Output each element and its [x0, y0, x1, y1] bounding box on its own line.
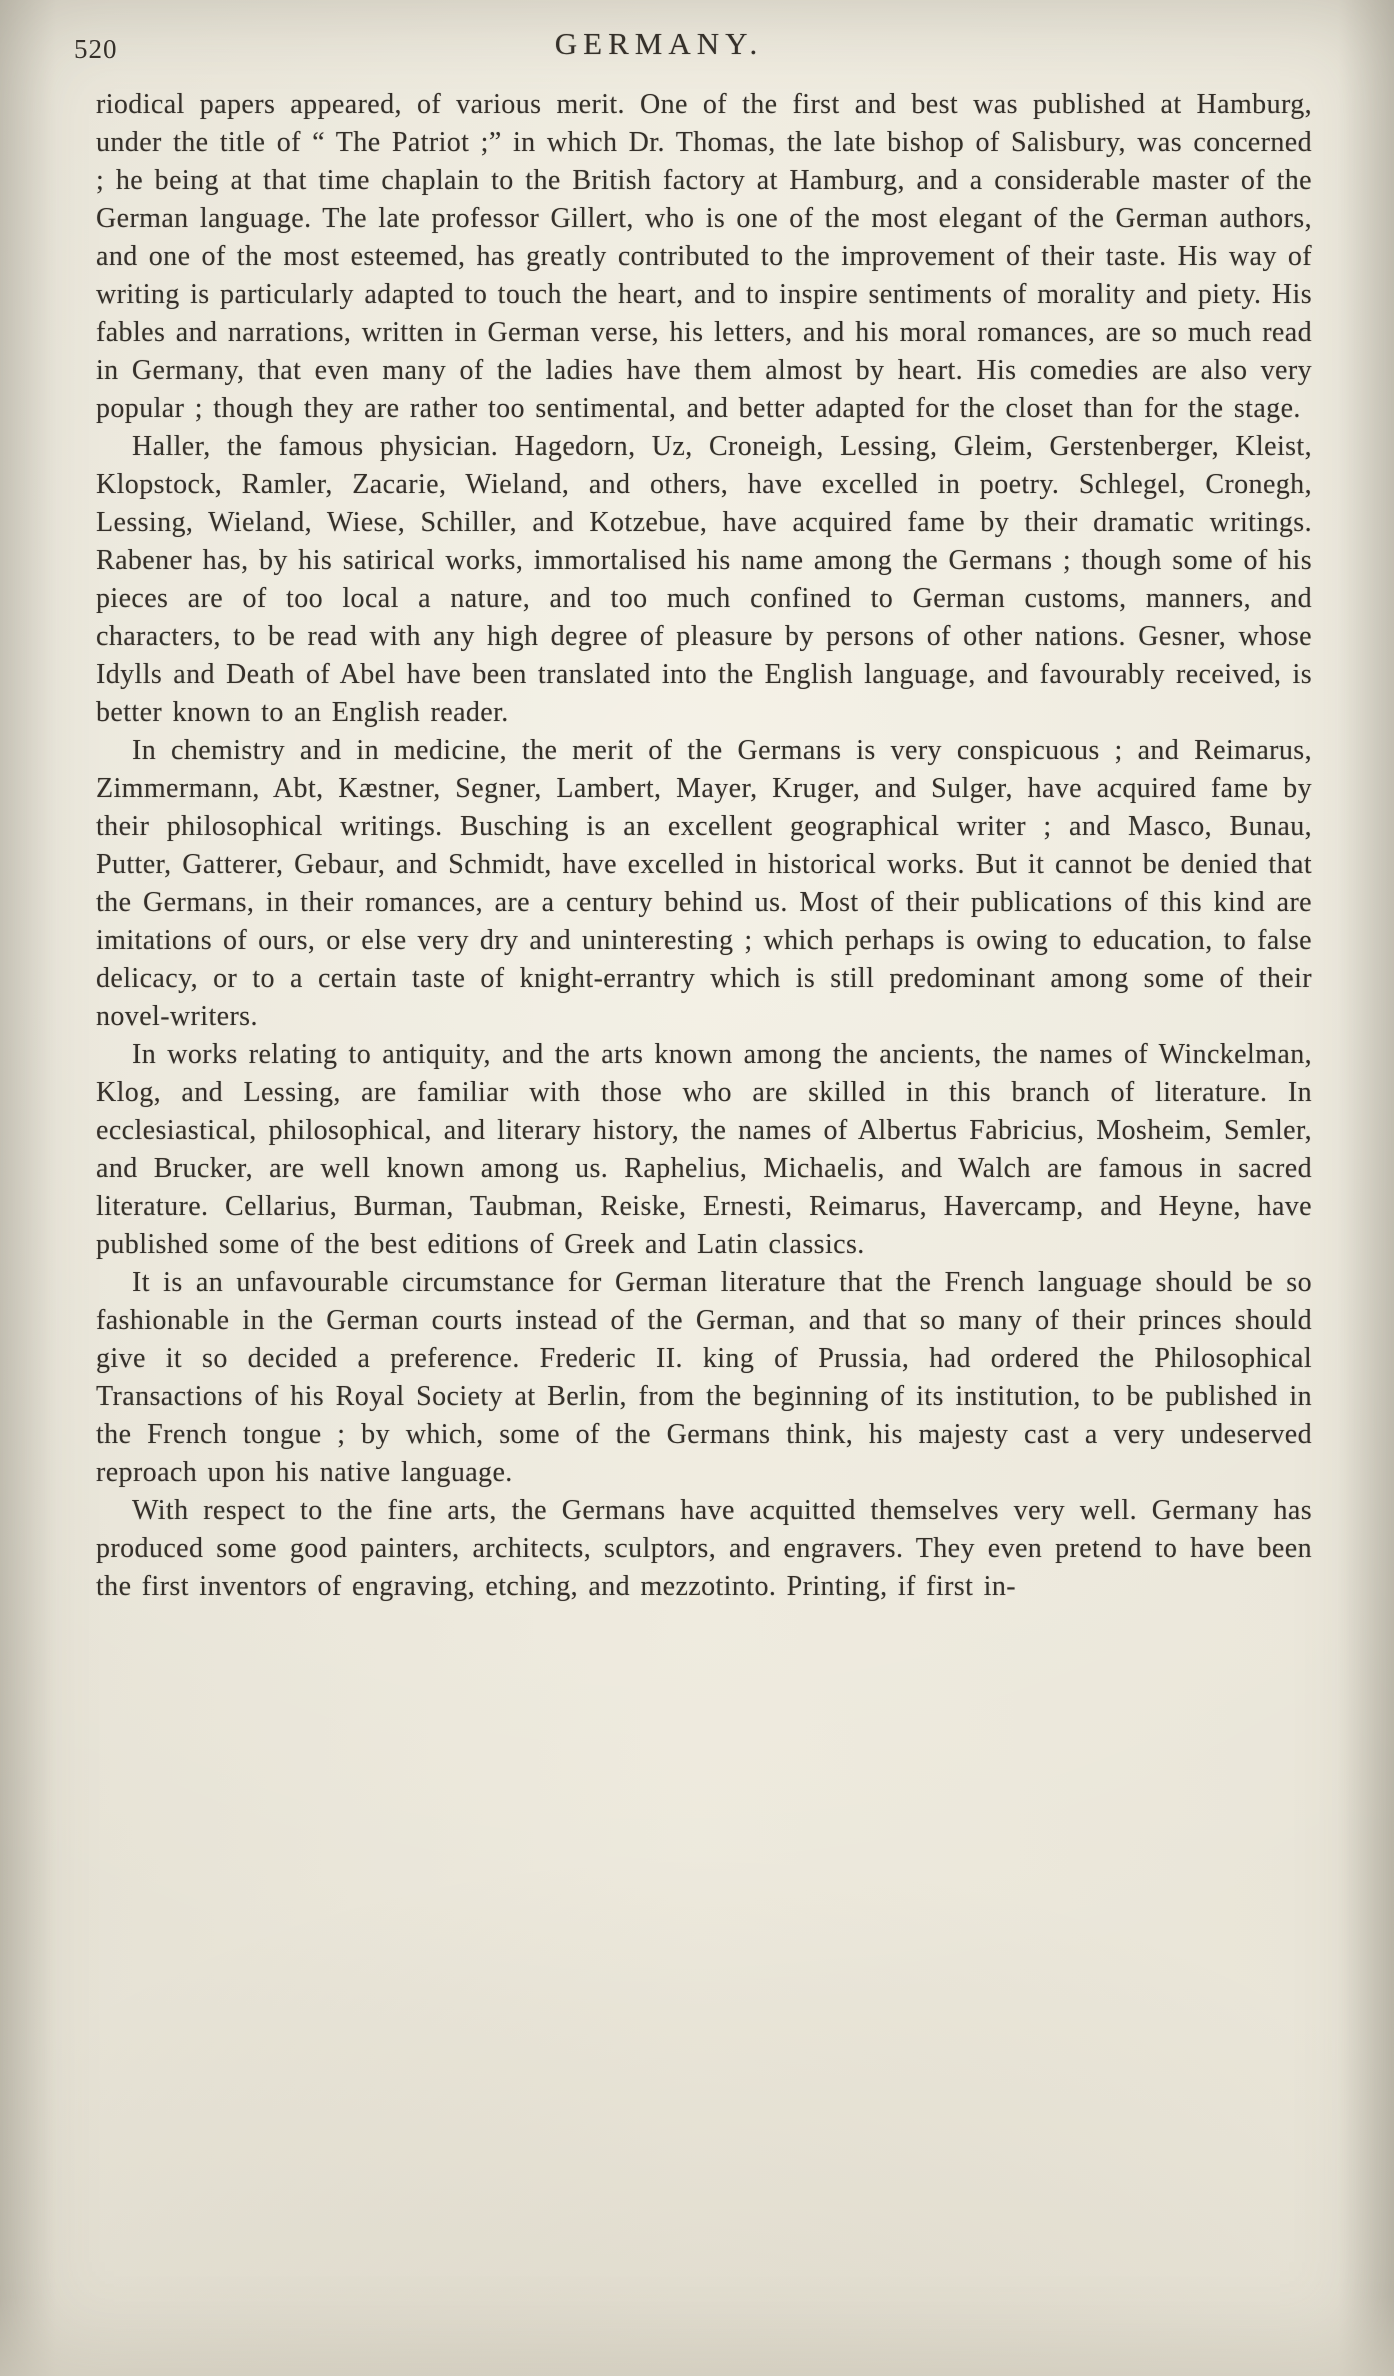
running-title: GERMANY.: [554, 26, 764, 61]
paragraph-2: Haller, the famous physician. Hagedorn, Uz, Croneigh, Lessing, Gleim, Gerstenberger, Kleist, Klopstock, Ramler, Zacarie, Wieland, and others, have excelled in poetry. Schlegel, Cronegh, Lessing, Wieland, Wiese, Schiller, and Kotzebue, have acquired fame by their dramatic writings. Rabener has, by his satirical works, immortalised his name among the Germans ; though some of his pieces are of too local a nature, and too much confined to German customs, manners, and characters, to be read with any high degree of pleasure by persons of other nations. Gesner, whose Idylls and Death of Abel have been translated into the English language, and favourably received, is better known to an English reader.: [96, 431, 1312, 728]
paragraph-3: In chemistry and in medicine, the merit of the Germans is very conspicuous ; and Reimarus, Zimmermann, Abt, Kæstner, Segner, Lambert, Mayer, Kruger, and Sulger, have acquired fame by their philosophical writings. Busching is an excellent geographical writer ; and Masco, Bunau, Putter, Gatterer, Gebaur, and Schmidt, have excelled in historical works. But it cannot be denied that the Germans, in their romances, are a century behind us. Most of their publications of this kind are imitations of ours, or else very dry and uninteresting ; which perhaps is owing to education, to false delicacy, or to a certain taste of knight-errantry which is still predominant among some of their novel-writers.: [96, 735, 1312, 1032]
paragraph-6: With respect to the fine arts, the Germans have acquitted themselves very well. Germany has produced some good painters, architects, sculptors, and engravers. They even pretend to have been the first inventors of engraving, etching, and mezzotinto. Printing, if first in-: [96, 1495, 1312, 1602]
scan-fade-overlay: [0, 2296, 1394, 2376]
page-header: [74, 26, 1312, 74]
text-block: [96, 86, 1312, 1606]
paragraph-1: riodical papers appeared, of various merit. One of the first and best was published at Hamburg, under the title of “ The Patriot ;” in which Dr. Thomas, the late bishop of Salisbury, was concerned ; he being at that time chaplain to the British factory at Hamburg, and a considerable master of the German language. The late professor Gillert, who is one of the most elegant of the German authors, and one of the most esteemed, has greatly contributed to the improvement of their taste. His way of writing is particularly adapted to touch the heart, and to inspire sentiments of morality and piety. His fables and narrations, written in German verse, his letters, and his moral romances, are so much read in Germany, that even many of the ladies have them almost by heart. His comedies are also very popular ; though they are rather too sentimental, and better adapted for the closet than for the stage.: [96, 89, 1312, 424]
paragraph-5: It is an unfavourable circumstance for German literature that the French language should be so fashionable in the German courts instead of the German, and that so many of their princes should give it so decided a preference. Frederic II. king of Prussia, had ordered the Philosophical Transactions of his Royal Society at Berlin, from the beginning of its institution, to be published in the French tongue ; by which, some of the Germans think, his majesty cast a very undeserved reproach upon his native language.: [96, 1267, 1312, 1488]
paragraph-4: In works relating to antiquity, and the arts known among the ancients, the names of Winckelman, Klog, and Lessing, are familiar with those who are skilled in this branch of literature. In ecclesiastical, philosophical, and literary history, the names of Albertus Fabricius, Mosheim, Semler, and Brucker, are well known among us. Raphelius, Michaelis, and Walch are famous in sacred literature. Cellarius, Burman, Taubman, Reiske, Ernesti, Reimarus, Havercamp, and Heyne, have published some of the best editions of Greek and Latin classics.: [96, 1039, 1312, 1260]
page-number: 520: [74, 34, 118, 64]
